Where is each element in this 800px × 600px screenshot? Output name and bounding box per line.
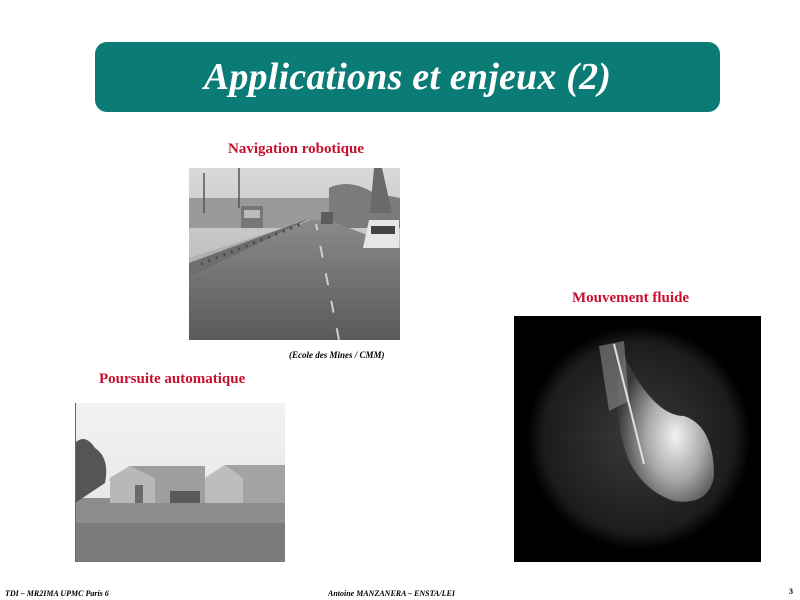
road-image [189, 168, 400, 340]
footer-course: TDI – MR2IMA UPMC Paris 6 [5, 589, 109, 598]
caption-tracking: Poursuite automatique [99, 371, 246, 387]
warehouse-image [75, 403, 285, 562]
footer-author: Antoine MANZANERA – ENSTA/LEI [328, 589, 455, 598]
page-number: 3 [789, 587, 793, 596]
slide-title: Applications et enjeux (2) [203, 56, 612, 98]
caption-navigation: Navigation robotique [228, 141, 364, 157]
image-credit: (Ecole des Mines / CMM) [289, 350, 385, 360]
title-banner [95, 42, 720, 112]
heart-angiography-image [514, 316, 761, 562]
caption-fluid: Mouvement fluide [572, 290, 690, 306]
